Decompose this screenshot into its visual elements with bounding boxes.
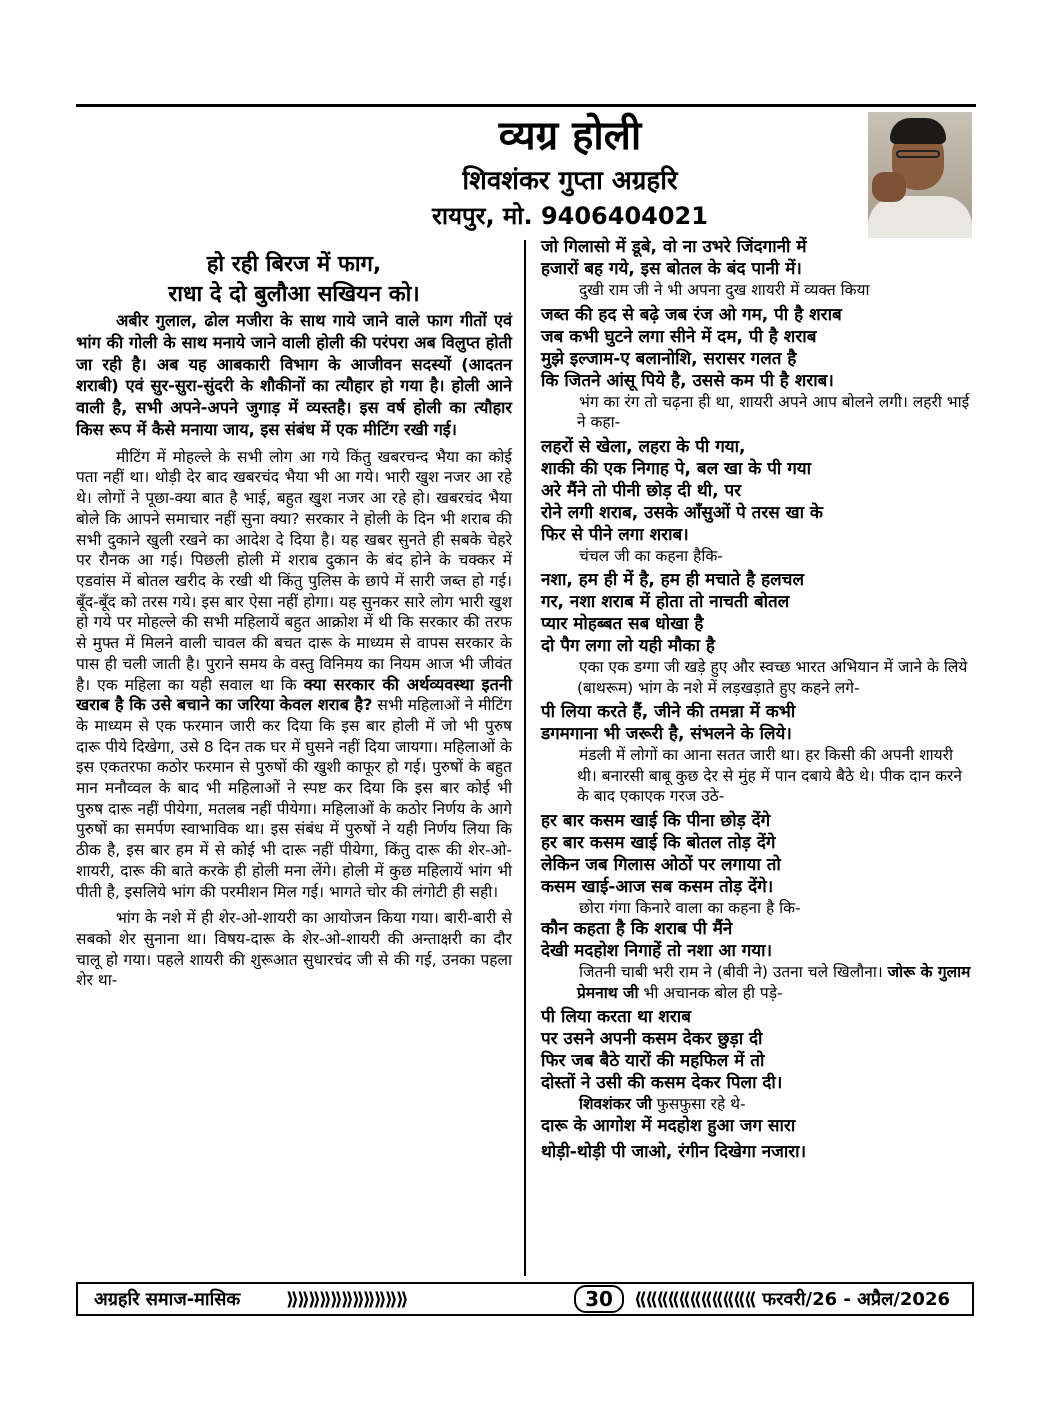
magazine-name: अग्रहरि समाज-मासिक (94, 1289, 241, 1310)
narration: दुखी राम जी ने भी अपना दुख शायरी में व्यक्त किया (579, 281, 870, 299)
verse-block (541, 918, 973, 962)
verse-line: कसम खाई-आज सब कसम तोड़ देंगे। (541, 876, 774, 897)
verse-block (541, 304, 973, 392)
page-number: 30 (574, 1285, 624, 1313)
verse-line: गर, नशा शराब में होता तो नाचती बोतल (541, 592, 790, 612)
verse-line: डगमगाना भी जरूरी है, संभलने के लिये। (541, 724, 792, 744)
verse-line: कौन कहता है कि शराब पी मैंने (541, 919, 733, 939)
verse-line: हजारों बह गये, इस बोतल के बंद पानी में। (541, 259, 802, 279)
verse-line: जब्त की हद से बढ़े जब रंज ओ गम, पी है शराब (541, 304, 842, 325)
narration-bold: शिवशंकर जी (579, 1095, 652, 1113)
verse-block (541, 436, 973, 546)
verse-line: दो पैग लगा लो यही मौका है (541, 636, 715, 656)
narration: छोरा गंगा किनारे वाला का कहना है कि- (579, 898, 801, 917)
heading-line-2: राधा दे दो बुलौआ सखियन को। (168, 282, 420, 307)
verse-line: जब कभी घुटने लगा सीने में दम, पी है शराब (541, 326, 817, 347)
narration-part: जितनी चाबी भरी राम ने (बीवी ने) उतना चले खिलौना। (579, 963, 888, 981)
verse-line: देखी मदहोश निगाहें तो नशा आ गया। (541, 941, 773, 961)
narration (541, 962, 973, 1003)
verse-line: जो गिलासो में डूबे, वो ना उभरे जिंदगानी में (541, 237, 807, 257)
verse-block (541, 1006, 973, 1094)
verse-line: दारू के आगोश में मदहोश हुआ जग सारा (541, 1115, 796, 1136)
narration: एका एक डग्गा जी खड़े हुए और स्वच्छ भारत अभियान में जाने के लिये (बाथरूम) भांग के नशे में लड़खड़ाते हुए कहने लगे- (577, 658, 968, 697)
verse-block (541, 1115, 973, 1163)
verse-line: नशा, हम ही में है, हम ही मचाते है हलचल (541, 570, 804, 590)
verse-line: अरे मैंने तो पीनी छोड़ दी थी, पर (541, 480, 742, 501)
verse-line: लहरों से खेला, लहरा के पी गया, (541, 436, 746, 457)
narration: चंचल जी का कहना हैकि- (579, 546, 723, 565)
verse-line: पी लिया करते हैं, जीने की तमन्ना में कभी (541, 702, 796, 722)
verse-block (541, 569, 973, 657)
verse-line: थोड़ी-थोड़ी पी जाओ, रंगीन दिखेगा नजारा। (541, 1141, 807, 1162)
heading-line-1: हो रही बिरज में फाग, (206, 252, 382, 277)
photo-glasses (896, 150, 940, 158)
paragraph-1 (76, 447, 512, 902)
photo-shirt (868, 196, 972, 238)
verse-line: कि जितने आंसू पिये है, उससे कम पी है शराब। (541, 370, 834, 391)
verse-block (541, 701, 973, 745)
right-column (541, 236, 973, 1163)
verse-line: प्यार मोहब्बत सब धोखा है (541, 614, 704, 634)
narration: भंग का रंग तो चढ़ना ही था, शायरी अपने आप बोलने लगी। लहरी भाई ने कहा- (577, 392, 970, 431)
paragraph-1-start: मीटिंग में मोहल्ले के सभी लोग आ गये किंतु खबरचन्द भैया का कोई पता नहीं था। थोड़ी देर बाद खबरचंद भैया भी आ गये। भारी खुश नजर आ रहे थे। लोगों ने पूछा-क्या बात है भाई, बहुत खुश नजर आ रहे हो। खबरचंद भैया बोले कि आपने समाचार नहीं सुना क्या? सरकार ने होली के दिन भी शराब की सभी दुकाने खुली रखने का आदेश दे दिया है। यह खबर सुनते ही सबके चेहरे पर रौनक आ गई। पिछली होली में शराब दुकान के बंद होने के चक्कर में एडवांस में बोतल खरीद के रखी थी किंतु पुलिस के छापे में सारी जब्त हो गई। बूँद-बूँद को तरस गये। इस बार ऐसा नहीं होगा। यह सुनकर सारे लोग भारी खुश हो गये पर मोहल्ले की सभी महिलायें बहुत आक्रोश में थी कि सरकार की तरफ से मुफ्त में मिलने वाली चावल की बचत दारू के माध्यम से वापस सरकार के पास ही चली जाती है। पुराने समय के वस्तु विनिमय का नियम आज भी जीवंत है। एक महिला का यही सवाल था कि (76, 447, 512, 694)
issue-date: फरवरी/26 - अप्रैल/2026 (762, 1289, 950, 1310)
author-photo (868, 112, 972, 238)
verse-line: फिर जब बैठे यारों की महफिल में तो (541, 1051, 765, 1071)
narration-part: भी अचानक बोल ही पड़े- (638, 983, 783, 1002)
left-column (76, 236, 512, 991)
intro-paragraph: अबीर गुलाल, ढोल मजीरा के साथ गाये जाने वाले फाग गीतों एवं भांग की गोली के साथ मनाये जाने वाली होली की परंपरा अब विलुप्त होती जा रही है। अब यह आबकारी विभाग के आजीवन सदस्यों (आदतन शराबी) एवं सुर-सुरा-सुंदरी के शौकीनों का त्यौहार हो गया है। होली आने वाली है, सभी अपने-अपने जुगाड़ में व्यस्तहै। इस वर्ष होली का त्यौहार किस रूप में कैसे मनाया जाय, इस संबंध में एक मीटिंग रखी गई। (76, 311, 512, 439)
photo-hair (890, 118, 946, 144)
narration-part: फुसफुसा रहे थे- (651, 1095, 746, 1113)
narration: मंडली में लोगों का आना सतत जारी था। हर किसी की अपनी शायरी थी। बनारसी बाबू कुछ देर से मुंह में पान दबाये बैठे थे। पीक दान करने के बाद एकाएक गरज उठे- (577, 746, 962, 805)
narration-bold: जोरू के गुलाम प्रेमनाथ जी (577, 963, 971, 1002)
verse-line: पी लिया करता था शराब (541, 1007, 691, 1027)
verse-line: हर बार कसम खाई कि बोतल तोड़ देंगे (541, 832, 776, 853)
page-footer (76, 1282, 974, 1316)
top-rule (76, 104, 976, 107)
vine-ornament-left-icon: ⟫⟫⟫⟫⟫⟫⟫⟫⟫⟫⟫ (286, 1289, 407, 1310)
photo-hand (872, 172, 906, 202)
paragraph-2: भांग के नशे में ही शेर-ओ-शायरी का आयोजन किया गया। बारी-बारी से सबको शेर सुनाना था। विषय-दारू के शेर-ओ-शायरी की अन्ताक्षरी का दौर चालू हो गया। पहले शायरी की शुरूआत सुधारचंद जी से की गई, उनका पहला शेर था- (76, 909, 512, 990)
paragraph-1-question: क्या सरकार की अर्थव्यवस्था इतनी खराब है कि उसे बचाने का जरिया केवल शराब है? (76, 674, 512, 715)
vine-ornament-right-icon: ⟪⟪⟪⟪⟪⟪⟪⟪⟪⟪⟪ (634, 1289, 755, 1310)
verse-line: पर उसने अपनी कसम देकर छुड़ा दी (541, 1029, 763, 1049)
verse-line: लेकिन जब गिलास ओठों पर लगाया तो (541, 854, 781, 875)
verse-line: शाकी की एक निगाह पे, बल खा के पी गया (541, 458, 812, 479)
verse-line: रोने लगी शराब, उसके आँसुओं पे तरस खा के (541, 502, 823, 523)
verse-line: मुझे इल्जाम-ए बलानोशि, सरासर गलत है (541, 348, 797, 369)
narration (541, 1094, 973, 1115)
author-name: शिवशंकर गुप्ता अग्रहरि (462, 166, 678, 196)
verse-line: दोस्तों ने उसी की कसम देकर पिला दी। (541, 1073, 783, 1093)
paragraph-1-end: सभी महिलाओं ने मीटिंग के माध्यम से एक फरमान जारी कर दिया कि इस बार होली में जो भी पुरुष दारू पीये दिखेगा, उसे 8 दिन तक घर में घुसने नहीं दिया जायगा। महिलाओं के इस एकतरफा कठोर फरमान से पुरुषों की खुशी काफूर हो गई। पुरुषों के बहुत मान मनौव्वल के बाद भी महिलाओं ने स्पष्ट कर दिया कि इस बार कोई भी पुरुष दारू नहीं पीयेगा, मतलब नहीं पीयेगा। महिलाओं के कठोर निर्णय के आगे पुरुषों का समर्पण स्वाभाविक था। इस संबंध में पुरुषों ने यही निर्णय लिया कि ठीक है, इस बार हम में से कोई भी दारू नहीं पीयेगा, किंतु दारू की शेर-ओ-शायरी, दारू की बाते करके ही होली मना लेंगे। होली में कुछ महिलायें भांग भी पीती है, इसलिये भांग की परमीशन मिल गई। भागते चोर की लंगोटी ही सही। (76, 696, 512, 901)
verse-block (541, 810, 973, 898)
verse-line: हर बार कसम खाई कि पीना छोड़ देंगे (541, 810, 771, 831)
article-title: व्यग्र होली (498, 113, 642, 159)
column-divider (524, 240, 526, 1276)
author-location: रायपुर, मो. 9406404021 (432, 202, 708, 230)
verse-line: फिर से पीने लगा शराब। (541, 524, 689, 545)
